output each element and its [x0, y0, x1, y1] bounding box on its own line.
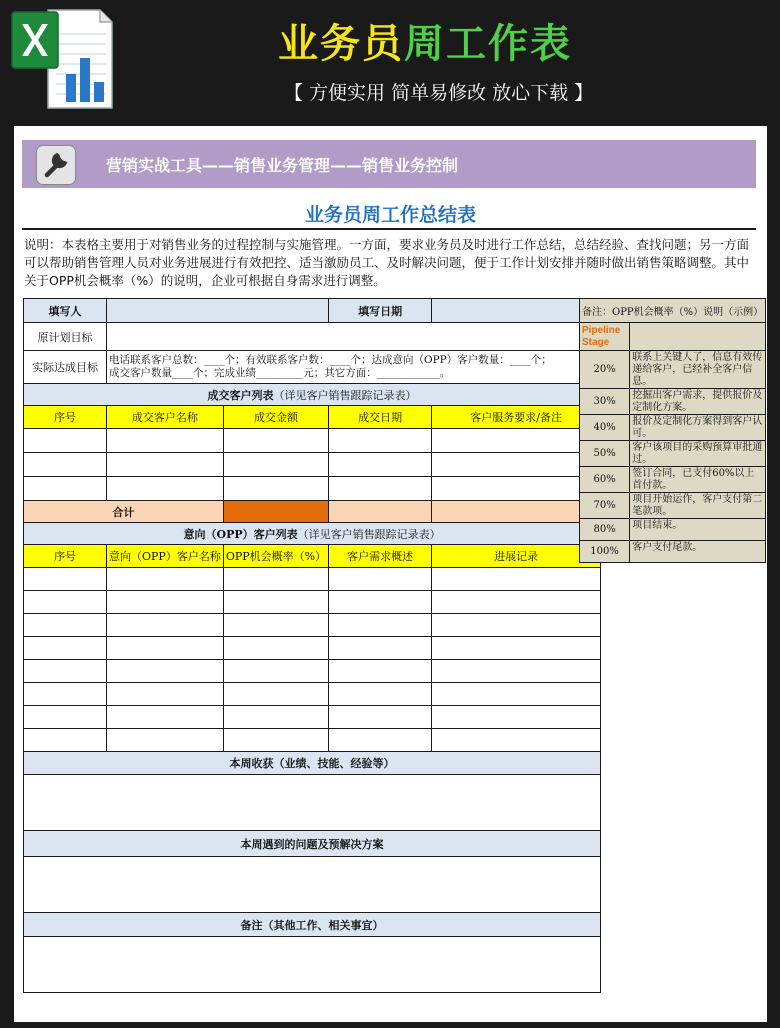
table-row[interactable] [24, 660, 601, 683]
filler-input[interactable] [107, 299, 329, 323]
weekly-report-table [23, 298, 601, 993]
deals-total-row [24, 501, 601, 523]
table-row[interactable] [24, 729, 601, 752]
legend-row [580, 441, 766, 467]
deals-col-date: 成交日期 [329, 406, 432, 429]
total-date-cell [329, 501, 432, 523]
opp-col-needs: 客户需求概述 [329, 545, 432, 568]
remarks-input[interactable] [24, 937, 601, 993]
actual-label: 实际达成目标 [24, 351, 107, 384]
deals-section-title: 成交客户列表 [207, 388, 274, 402]
deals-col-index: 序号 [24, 406, 107, 429]
legend-row [580, 467, 766, 493]
legend-desc: 项目开始运作，客户支付第二笔款项。 [630, 493, 766, 519]
opp-col-probability: OPP机会概率（%） [223, 545, 328, 568]
opp-section-row [24, 523, 601, 545]
opp-col-index: 序号 [24, 545, 107, 568]
legend-pct: 20% [580, 351, 630, 389]
legend-row [580, 351, 766, 389]
legend-desc: 客户该项目的采购预算审批通过。 [630, 441, 766, 467]
problems-header-row [24, 831, 601, 857]
actual-line-1: 电话联系客户总数：____个；有效联系客户数：____个；达成意向（OPP）客户数量：____个； [109, 354, 552, 366]
plan-label: 原计划目标 [24, 323, 107, 351]
table-row[interactable] [24, 614, 601, 637]
remarks-row [24, 937, 601, 993]
problems-row [24, 857, 601, 913]
banner-subtitle: 【 方便实用 简单易修改 放心下载 】 [284, 82, 594, 104]
legend-pct: 80% [580, 519, 630, 541]
banner-title-part1: 业务员 [278, 21, 404, 67]
banner-title [278, 12, 572, 69]
intro-text: 说明：本表格主要用于对销售业务的过程控制与实施管理。一方面，要求业务员及时进行工作总结，总结经验、查找问题；另一方面可以帮助销售管理人员对业务进展进行有效把控、适当激励员工、及时解决问题，便于工作计划安排并随时做出销售策略调整。其中关于OPP机会概率（%）的说明，企业可根据自身需求进行调整。 [24, 237, 750, 288]
legend-stage-row [580, 323, 766, 351]
legend-row [580, 493, 766, 519]
plan-input[interactable] [107, 323, 601, 351]
legend-desc: 挖掘出客户需求，提供报价及定制化方案。 [630, 389, 766, 415]
problems-input[interactable] [24, 857, 601, 913]
filler-row [24, 299, 601, 323]
remarks-header-row [24, 913, 601, 937]
deals-section-note: （详见客户销售跟踪记录表） [273, 388, 417, 402]
category-text: 营销实战工具——销售业务管理——销售业务控制 [106, 156, 459, 175]
actual-input[interactable] [107, 351, 601, 384]
opp-section-note: （详见客户销售跟踪记录表） [297, 527, 441, 541]
legend-desc: 客户支付尾款。 [630, 541, 766, 563]
banner-title-part2: 周工作表 [404, 21, 572, 67]
legend-title: 备注：OPP机会概率（%）说明（示例） [580, 299, 766, 323]
legend-desc: 签订合同，已支付60%以上首付款。 [630, 467, 766, 493]
opp-header-row [24, 545, 601, 568]
legend-row [580, 415, 766, 441]
harvest-input[interactable] [24, 775, 601, 831]
category-bar [22, 140, 756, 188]
excel-document-icon [8, 4, 116, 112]
deals-col-notes: 客户服务要求/备注 [432, 406, 601, 429]
deals-section-row [24, 384, 601, 406]
deals-section-header [24, 384, 601, 406]
harvest-row [24, 775, 601, 831]
deals-header-row [24, 406, 601, 429]
total-notes-cell [432, 501, 601, 523]
table-row[interactable] [24, 453, 601, 477]
deals-col-customer: 成交客户名称 [107, 406, 224, 429]
filler-label: 填写人 [24, 299, 107, 323]
page-title: 业务员周工作总结表 [304, 204, 476, 226]
actual-line-2: 成交客户数量____个；完成业绩_________元；其它方面：____________。 [109, 367, 451, 379]
total-amount-cell[interactable] [223, 501, 328, 523]
legend-pct: 40% [580, 415, 630, 441]
problems-header: 本周遇到的问题及预解决方案 [24, 831, 601, 857]
table-row[interactable] [24, 637, 601, 660]
legend-row [580, 541, 766, 563]
legend-desc: 项目结束。 [630, 519, 766, 541]
banner [0, 0, 780, 118]
legend-desc: 报价及定制化方案得到客户认可。 [630, 415, 766, 441]
date-label: 填写日期 [329, 299, 432, 323]
legend-row [580, 389, 766, 415]
table-row[interactable] [24, 568, 601, 591]
legend-pct: 30% [580, 389, 630, 415]
legend-pct: 50% [580, 441, 630, 467]
opp-col-customer: 意向（OPP）客户名称 [107, 545, 224, 568]
date-input[interactable] [432, 299, 601, 323]
legend-row [580, 519, 766, 541]
worksheet [14, 126, 767, 1022]
legend-pct: 60% [580, 467, 630, 493]
table-row[interactable] [24, 477, 601, 501]
harvest-header-row [24, 752, 601, 775]
pipeline-stage-label: Pipeline Stage [580, 323, 630, 351]
remarks-header: 备注（其他工作、相关事宜） [24, 913, 601, 937]
opp-section-header [24, 523, 601, 545]
legend-pct: 100% [580, 541, 630, 563]
title-divider [22, 228, 756, 230]
harvest-header: 本周收获（业绩、技能、经验等） [24, 752, 601, 775]
opp-probability-legend [579, 298, 766, 563]
legend-title-row [580, 299, 766, 323]
legend-pct: 70% [580, 493, 630, 519]
wrench-tool-icon [36, 145, 76, 185]
opp-col-progress: 进展记录 [432, 545, 601, 568]
table-row[interactable] [24, 591, 601, 614]
table-row[interactable] [24, 706, 601, 729]
legend-desc: 联系上关键人了，信息有效传递给客户，已经补全客户信息。 [630, 351, 766, 389]
table-row[interactable] [24, 429, 601, 453]
plan-row [24, 323, 601, 351]
total-label: 合计 [24, 501, 224, 523]
actual-row [24, 351, 601, 384]
deals-col-amount: 成交金额 [223, 406, 328, 429]
table-row[interactable] [24, 683, 601, 706]
opp-section-title: 意向（OPP）客户列表 [183, 527, 298, 541]
